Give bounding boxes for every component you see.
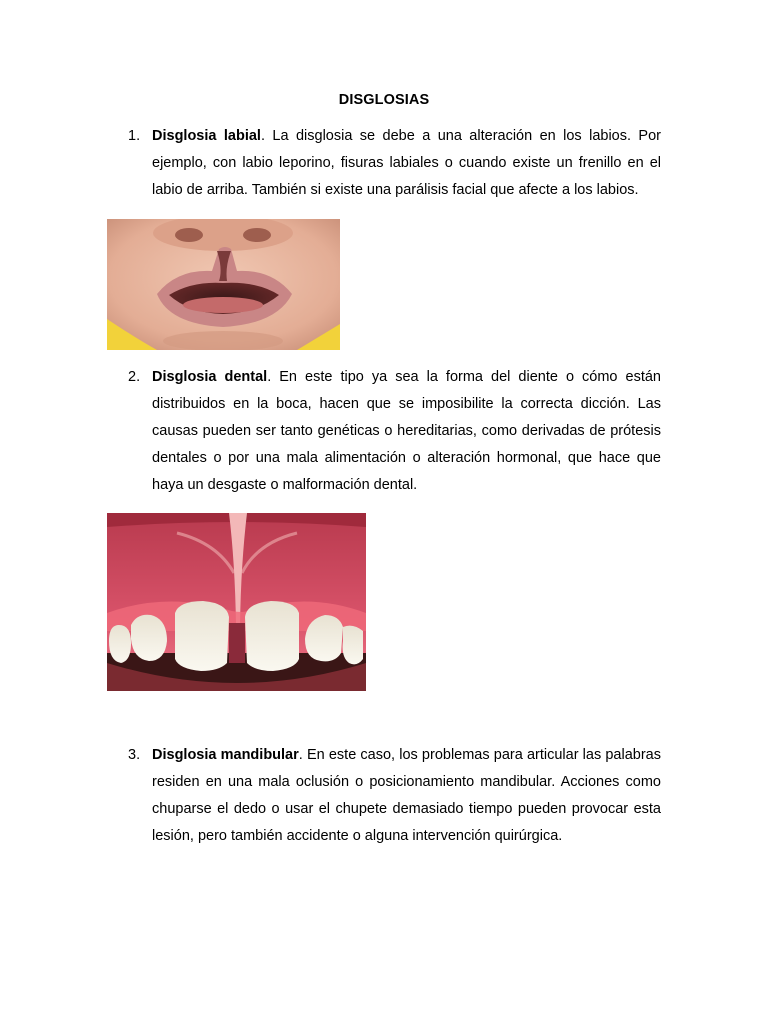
list-item-description: . En este caso, los problemas para articular las palabras residen en una mala oclusión o posicionamiento mandibular. Acciones como chuparse el dedo o usar el chupete demasiado tiempo pueden provocar esta lesión, pero también accidente o alguna intervención quirúrgica.	[152, 747, 661, 844]
teeth-illustration	[107, 513, 366, 691]
list-item-number: 1.	[128, 128, 141, 144]
page-title: DISGLOSIAS	[338, 92, 430, 108]
list-item-number: 2.	[128, 369, 141, 385]
list-item-term: Disglosia labial	[152, 128, 261, 144]
list-item-dental	[128, 364, 661, 499]
cleft-lip-illustration	[107, 219, 340, 350]
list-item-text	[152, 742, 661, 850]
diastema-teeth-photo	[107, 513, 366, 691]
cleft-lip-photo	[107, 219, 340, 350]
list-item-term: Disglosia mandibular	[152, 747, 299, 763]
list-item-text	[152, 123, 661, 204]
list-item-mandibular	[128, 742, 661, 850]
list-item-description: . La disglosia se debe a una alteración en los labios. Por ejemplo, con labio leporino, fisuras labiales o cuando existe un frenillo en el labio de arriba. También si existe una parálisis facial que afecte a los labios.	[152, 128, 661, 198]
list-item-description: . En este tipo ya sea la forma del diente o cómo están distribuidos en la boca, hacen que se imposibilite la correcta dicción. Las causas pueden ser tanto genéticas o hereditarias, como derivadas de prótesis dentales o por una mala alimentación o alteración hormonal, que hace que haya un desgaste o malformación dental.	[152, 369, 661, 493]
list-item-text	[152, 364, 661, 499]
list-item-term: Disglosia dental	[152, 369, 268, 385]
list-item-labial	[128, 123, 661, 204]
list-item-number: 3.	[128, 747, 141, 763]
